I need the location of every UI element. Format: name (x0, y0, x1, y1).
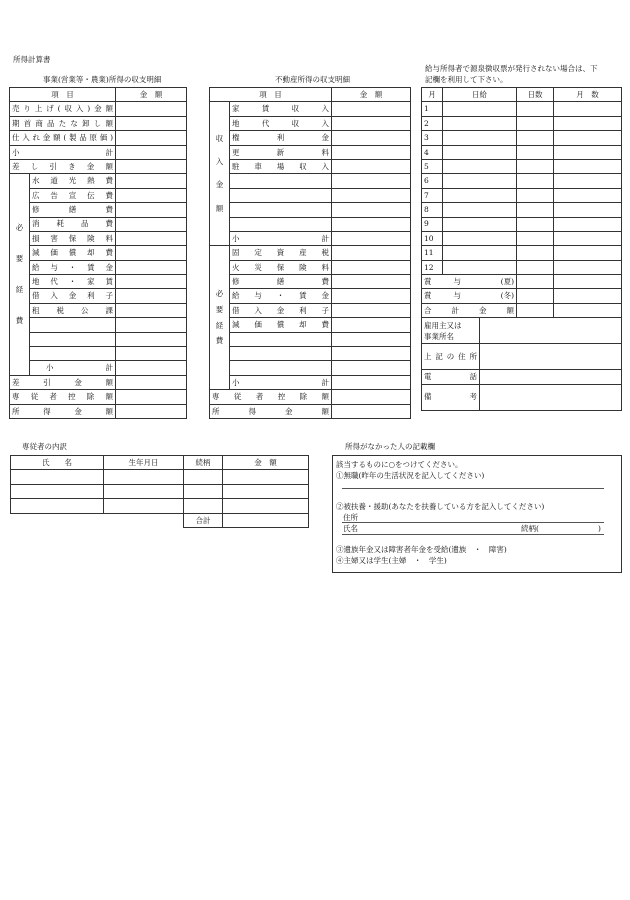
realestate-amount-cell[interactable] (332, 289, 411, 303)
salary-month-label: 9 (422, 217, 443, 231)
salary-days-cell[interactable] (517, 188, 554, 202)
realestate-amount-cell[interactable] (332, 131, 411, 145)
realestate-amount-cell[interactable] (332, 116, 411, 130)
business-table (9, 87, 187, 419)
bonus-char-1: 賞 (424, 277, 432, 287)
realestate-income-item: 駐車場収入 (230, 159, 332, 173)
no-income-option-homemaker-student[interactable]: ④主婦又は学生(主婦 ・ 学生) (336, 556, 447, 565)
salary-daily-cell[interactable] (443, 102, 517, 116)
realestate-amount-cell[interactable] (332, 260, 411, 274)
realestate-income-item[interactable] (230, 174, 332, 188)
realestate-amount-cell[interactable] (332, 246, 411, 260)
realestate-header-amount: 金 額 (332, 88, 411, 102)
no-income-name-label: 氏名 (343, 524, 358, 533)
dependents-total-cell[interactable] (223, 513, 309, 527)
realestate-expense-item: 固定資産税 (230, 246, 332, 260)
realestate-caption: 不動産所得の収支明細 (275, 75, 350, 84)
salary-remarks-label: 備考 (422, 384, 480, 410)
realestate-row-family-deduction: 専従者控除額 (210, 390, 332, 404)
business-expense-item[interactable] (30, 347, 116, 361)
salary-daily-cell[interactable] (443, 131, 517, 145)
business-row-opening-stock: 期首商品たな卸し額 (10, 116, 116, 130)
realestate-income-item[interactable] (230, 203, 332, 217)
salary-days-cell[interactable] (517, 203, 554, 217)
no-income-option-unemployed[interactable]: ①無職(昨年の生活状況を記入してください) (336, 471, 485, 480)
realestate-amount-cell[interactable] (332, 303, 411, 317)
salary-month-label: 7 (422, 188, 443, 202)
realestate-amount-cell[interactable] (332, 174, 411, 188)
realestate-expense-item[interactable] (230, 347, 332, 361)
salary-header-monthly: 月 数 (554, 88, 622, 102)
group-char: 経 (215, 320, 224, 330)
salary-month-label: 11 (422, 246, 443, 260)
dependents-relation-cell[interactable] (184, 470, 223, 484)
salary-days-cell[interactable] (517, 174, 554, 188)
salary-daily-cell[interactable] (443, 231, 517, 245)
subtotal-char-2: 計 (321, 377, 329, 387)
business-amount-cell[interactable] (116, 361, 187, 375)
no-income-option-dependent[interactable]: ②被扶養・援助(あなたを扶養している方を記入してください) (336, 502, 545, 511)
realestate-amount-cell[interactable] (332, 159, 411, 173)
business-amount-cell[interactable] (116, 246, 187, 260)
subtotal-char-1: 小 (46, 363, 54, 373)
salary-monthly-cell[interactable] (554, 116, 622, 130)
salary-days-cell[interactable] (517, 231, 554, 245)
realestate-income-item[interactable] (230, 217, 332, 231)
business-header-amount: 金 額 (116, 88, 187, 102)
salary-daily-cell[interactable] (443, 260, 517, 274)
realestate-income-item[interactable] (230, 188, 332, 202)
salary-bonus-summer-label (422, 275, 517, 289)
salary-phone-label: 電話 (422, 370, 480, 384)
salary-monthly-cell[interactable] (554, 188, 622, 202)
salary-monthly-cell[interactable] (554, 260, 622, 274)
realestate-amount-cell[interactable] (332, 145, 411, 159)
realestate-amount-cell[interactable] (332, 332, 411, 346)
realestate-expense-item[interactable] (230, 332, 332, 346)
salary-days-cell[interactable] (517, 303, 554, 317)
realestate-amount-cell[interactable] (332, 102, 411, 116)
business-amount-cell[interactable] (116, 289, 187, 303)
dependents-birthdate-cell[interactable] (104, 499, 184, 513)
business-expense-item: 広告宣伝費 (30, 188, 116, 202)
group-char: 額 (215, 203, 224, 213)
business-subtotal-label (10, 145, 116, 159)
business-expense-item: 給与・賃金 (30, 260, 116, 274)
dependents-amount-cell[interactable] (223, 484, 309, 498)
business-amount-cell[interactable] (116, 203, 187, 217)
salary-days-cell[interactable] (517, 145, 554, 159)
no-income-relation-close: ) (598, 524, 601, 533)
salary-monthly-cell[interactable] (554, 203, 622, 217)
salary-header-daily: 日給 (443, 88, 517, 102)
salary-days-cell[interactable] (517, 102, 554, 116)
business-amount-cell[interactable] (116, 131, 187, 145)
salary-month-label: 8 (422, 203, 443, 217)
realestate-amount-cell[interactable] (332, 231, 411, 245)
group-char: 要 (215, 304, 224, 314)
business-row-net: 差引金額 (10, 375, 116, 389)
business-amount-cell[interactable] (116, 188, 187, 202)
business-expense-item: 地代・家賃 (30, 275, 116, 289)
realestate-amount-cell[interactable] (332, 375, 411, 389)
realestate-amount-cell[interactable] (332, 203, 411, 217)
business-row-purchases: 仕入れ金額(製品原価) (10, 131, 116, 145)
subtotal-char-2: 計 (321, 233, 329, 243)
business-amount-cell[interactable] (116, 303, 187, 317)
business-amount-cell[interactable] (116, 390, 187, 404)
bonus-season: (冬) (500, 291, 514, 301)
page-title: 所得計算書 (13, 55, 51, 64)
business-amount-cell[interactable] (116, 347, 187, 361)
subtotal-char-2: 計 (105, 363, 113, 373)
business-amount-cell[interactable] (116, 116, 187, 130)
business-amount-cell[interactable] (116, 102, 187, 116)
realestate-row-income: 所得金額 (210, 404, 332, 418)
business-expense-item: 減価償却費 (30, 246, 116, 260)
realestate-table (209, 87, 411, 419)
business-row-income: 所得金額 (10, 404, 116, 418)
dependents-table (10, 455, 309, 528)
salary-daily-cell[interactable] (443, 116, 517, 130)
realestate-expense-subtotal-label (230, 375, 332, 389)
salary-daily-cell[interactable] (443, 217, 517, 231)
salary-table (421, 87, 622, 411)
realestate-amount-cell[interactable] (332, 404, 411, 418)
salary-address-input[interactable] (480, 344, 622, 370)
dependents-relation-cell[interactable] (184, 484, 223, 498)
dependents-birthdate-cell[interactable] (104, 470, 184, 484)
no-income-intro: 該当するものに○をつけてください。 (336, 460, 463, 469)
salary-daily-cell[interactable] (443, 174, 517, 188)
salary-remarks-input[interactable] (480, 384, 622, 410)
business-expense-item: 修繕費 (30, 203, 116, 217)
salary-header-month: 月 (422, 88, 443, 102)
salary-month-label: 12 (422, 260, 443, 274)
dependents-header-birthdate: 生年月日 (104, 456, 184, 470)
no-income-address-line[interactable] (342, 522, 604, 523)
bonus-char-2: 与 (453, 277, 461, 287)
salary-monthly-cell[interactable] (554, 275, 622, 289)
business-amount-cell[interactable] (116, 159, 187, 173)
business-expense-item: 損害保険料 (30, 231, 116, 245)
realestate-expense-group-label (210, 246, 230, 390)
business-expense-item[interactable] (30, 332, 116, 346)
dependents-name-cell[interactable] (11, 484, 104, 498)
bonus-char-2: 与 (453, 291, 461, 301)
salary-bonus-winter-label (422, 289, 517, 303)
realestate-amount-cell[interactable] (332, 318, 411, 332)
business-expense-group-label (10, 174, 30, 375)
realestate-expense-item: 修繕費 (230, 275, 332, 289)
dependents-header-amount: 金 額 (223, 456, 309, 470)
business-amount-cell[interactable] (116, 217, 187, 231)
employer-line-2: 事業所名 (424, 331, 454, 341)
salary-month-label: 4 (422, 145, 443, 159)
salary-daily-cell[interactable] (443, 159, 517, 173)
group-char: 必 (15, 223, 24, 233)
salary-days-cell[interactable] (517, 131, 554, 145)
salary-daily-cell[interactable] (443, 246, 517, 260)
dependents-birthdate-cell[interactable] (104, 484, 184, 498)
business-caption: 事業(営業等・農業)所得の収支明細 (43, 75, 162, 84)
salary-address-label: 上記の住所 (422, 344, 480, 370)
business-expense-item: 水道光熱費 (30, 174, 116, 188)
realestate-amount-cell[interactable] (332, 188, 411, 202)
salary-caption-line1: 給与所得者で源泉徴収票が発行されない場合は、下 (425, 64, 598, 73)
realestate-amount-cell[interactable] (332, 275, 411, 289)
subtotal-char-1: 小 (12, 147, 20, 157)
business-row-sales: 売り上げ(収入)金額 (10, 102, 116, 116)
dependents-total-label: 合計 (184, 513, 223, 527)
salary-employer-label (422, 318, 480, 344)
group-char: 金 (215, 180, 224, 190)
employer-line-1: 雇用主又は (424, 320, 462, 330)
subtotal-char-1: 小 (232, 377, 240, 387)
salary-monthly-cell[interactable] (554, 174, 622, 188)
salary-caption-line2: 記欄を利用して下さい。 (425, 75, 508, 84)
business-expense-item: 借入金利子 (30, 289, 116, 303)
salary-days-cell[interactable] (517, 289, 554, 303)
no-income-address-label: 住所 (343, 513, 358, 522)
business-amount-cell[interactable] (116, 145, 187, 159)
salary-header-days: 日数 (517, 88, 554, 102)
no-income-option-pension[interactable]: ③遺族年金又は障害者年金を受給(遺族 ・ 障害) (336, 545, 507, 554)
salary-month-label: 10 (422, 231, 443, 245)
salary-total-label: 合計金額 (422, 303, 517, 317)
realestate-income-item: 権利金 (230, 131, 332, 145)
group-char: 入 (215, 157, 224, 167)
subtotal-char-1: 小 (232, 233, 240, 243)
dependents-blank (11, 513, 184, 527)
salary-month-label: 1 (422, 102, 443, 116)
salary-month-label: 2 (422, 116, 443, 130)
business-amount-cell[interactable] (116, 174, 187, 188)
business-amount-cell[interactable] (116, 332, 187, 346)
salary-days-cell[interactable] (517, 217, 554, 231)
salary-days-cell[interactable] (517, 246, 554, 260)
realestate-income-item: 地代収入 (230, 116, 332, 130)
realestate-amount-cell[interactable] (332, 390, 411, 404)
dependents-header-name: 氏 名 (11, 456, 104, 470)
business-expense-item: 租税公課 (30, 303, 116, 317)
salary-monthly-cell[interactable] (554, 159, 622, 173)
realestate-expense-item: 借入金利子 (230, 303, 332, 317)
no-income-name-line[interactable] (342, 534, 604, 535)
salary-monthly-cell[interactable] (554, 131, 622, 145)
bonus-char-1: 賞 (424, 291, 432, 301)
realestate-expense-item: 火災保険料 (230, 260, 332, 274)
salary-phone-input[interactable] (480, 370, 622, 384)
group-char: 必 (215, 289, 224, 298)
group-char: 収 (215, 133, 224, 143)
salary-month-label: 3 (422, 131, 443, 145)
dependents-header-relation: 続柄 (184, 456, 223, 470)
dependents-amount-cell[interactable] (223, 499, 309, 513)
salary-monthly-cell[interactable] (554, 145, 622, 159)
salary-monthly-cell[interactable] (554, 231, 622, 245)
no-income-relation-label: 続柄( (521, 524, 539, 533)
dependents-name-cell[interactable] (11, 499, 104, 513)
salary-month-label: 6 (422, 174, 443, 188)
salary-employer-input[interactable] (480, 318, 622, 344)
salary-monthly-cell[interactable] (554, 289, 622, 303)
business-row-balance: 差し引き金額 (10, 159, 116, 173)
realestate-amount-cell[interactable] (332, 347, 411, 361)
business-amount-cell[interactable] (116, 404, 187, 418)
realestate-expense-item: 給与・賃金 (230, 289, 332, 303)
dependents-caption: 専従者の内訳 (22, 442, 67, 451)
salary-daily-cell[interactable] (443, 203, 517, 217)
salary-days-cell[interactable] (517, 116, 554, 130)
group-char: 要 (15, 254, 24, 264)
group-char: 費 (15, 315, 24, 325)
group-char: 経 (15, 284, 24, 294)
salary-monthly-cell[interactable] (554, 217, 622, 231)
salary-days-cell[interactable] (517, 260, 554, 274)
business-amount-cell[interactable] (116, 375, 187, 389)
salary-daily-cell[interactable] (443, 145, 517, 159)
realestate-amount-cell[interactable] (332, 361, 411, 375)
realestate-expense-item[interactable] (230, 361, 332, 375)
business-row-family-deduction: 専従者控除額 (10, 390, 116, 404)
realestate-income-group-label (210, 102, 230, 246)
salary-monthly-cell[interactable] (554, 246, 622, 260)
subtotal-char-2: 計 (105, 147, 113, 157)
dependents-name-cell[interactable] (11, 470, 104, 484)
salary-monthly-cell[interactable] (554, 102, 622, 116)
business-header-item: 項 目 (10, 88, 116, 102)
business-amount-cell[interactable] (116, 260, 187, 274)
business-amount-cell[interactable] (116, 231, 187, 245)
business-amount-cell[interactable] (116, 275, 187, 289)
realestate-income-item: 更新料 (230, 145, 332, 159)
dependents-relation-cell[interactable] (184, 499, 223, 513)
realestate-income-item: 家賃収入 (230, 102, 332, 116)
bonus-season: (夏) (500, 277, 514, 287)
realestate-expense-item: 減価償却費 (230, 318, 332, 332)
dependents-amount-cell[interactable] (223, 470, 309, 484)
salary-daily-cell[interactable] (443, 188, 517, 202)
business-expense-item: 消耗品費 (30, 217, 116, 231)
group-char: 費 (215, 336, 224, 346)
salary-month-label: 5 (422, 159, 443, 173)
no-income-unemployed-line[interactable] (342, 488, 604, 489)
business-amount-cell[interactable] (116, 318, 187, 332)
business-expense-subtotal-label (30, 361, 116, 375)
realestate-amount-cell[interactable] (332, 217, 411, 231)
business-expense-item[interactable] (30, 318, 116, 332)
salary-days-cell[interactable] (517, 159, 554, 173)
salary-monthly-cell[interactable] (554, 303, 622, 317)
salary-days-cell[interactable] (517, 275, 554, 289)
no-income-caption: 所得がなかった人の記載欄 (345, 442, 435, 451)
realestate-income-subtotal-label (230, 231, 332, 245)
realestate-header-item: 項 目 (210, 88, 332, 102)
